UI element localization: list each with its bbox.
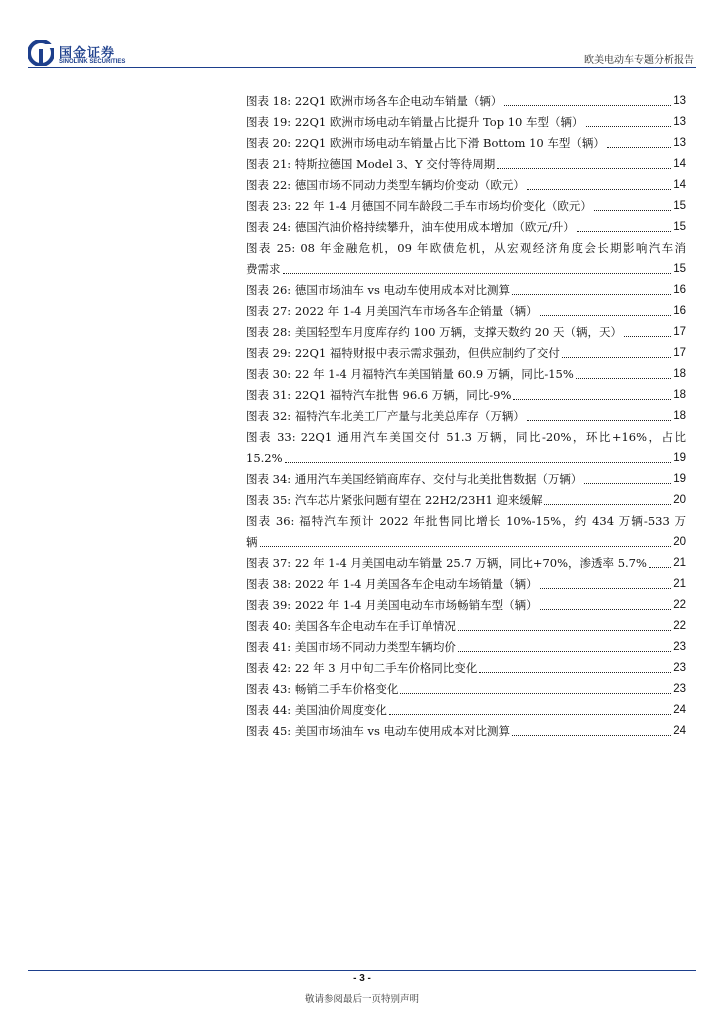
toc-entry[interactable] — [246, 238, 686, 280]
toc-entry[interactable] — [246, 658, 686, 679]
toc-entry[interactable] — [246, 700, 686, 721]
toc-entry-title: 图表 19: 22Q1 欧洲市场电动车销量占比提升 Top 10 车型（辆） — [246, 115, 584, 129]
toc-entry-page: 19 — [673, 473, 686, 485]
header-divider — [28, 67, 696, 68]
toc-entry[interactable] — [246, 343, 686, 364]
toc-entry-page: 24 — [673, 725, 686, 737]
toc-entry-title: 图表 34: 通用汽车美国经销商库存、交付与北美批售数据（万辆） — [246, 472, 583, 486]
toc-entry[interactable] — [246, 469, 686, 490]
toc-entry[interactable] — [246, 364, 686, 385]
toc-entry-page: 16 — [673, 305, 686, 317]
toc-entry-title: 辆 — [246, 535, 258, 549]
page-number: - 3 - — [353, 973, 371, 984]
toc-entry[interactable] — [246, 322, 686, 343]
toc-entry[interactable] — [246, 490, 686, 511]
toc-entry-page: 17 — [673, 347, 686, 359]
toc-dot-leader — [540, 609, 672, 610]
toc-dot-leader — [584, 483, 671, 484]
toc-dot-leader — [479, 672, 671, 673]
toc-dot-leader — [458, 630, 671, 631]
toc-dot-leader — [260, 546, 672, 547]
toc-dot-leader — [504, 105, 671, 106]
toc-dot-leader — [512, 294, 671, 295]
toc-entry[interactable] — [246, 196, 686, 217]
toc-entry-title: 图表 22: 德国市场不同动力类型车辆均价变动（欧元） — [246, 178, 525, 192]
toc-entry-title: 图表 18: 22Q1 欧洲市场各车企电动车销量（辆） — [246, 94, 503, 108]
toc-dot-leader — [586, 126, 672, 127]
toc-dot-leader — [576, 378, 671, 379]
toc-entry-title: 图表 27: 2022 年 1-4 月美国汽车市场各车企销量（辆） — [246, 304, 538, 318]
footer-divider — [28, 970, 696, 971]
toc-dot-leader — [513, 399, 671, 400]
toc-entry[interactable] — [246, 154, 686, 175]
toc-dot-leader — [594, 210, 671, 211]
toc-entry-title: 图表 45: 美国市场油车 vs 电动车使用成本对比测算 — [246, 724, 511, 738]
toc-dot-leader — [497, 168, 671, 169]
toc-entry-page: 13 — [673, 116, 686, 128]
toc-entry[interactable] — [246, 637, 686, 658]
toc-entry-page: 18 — [673, 368, 686, 380]
toc-entry-page: 22 — [673, 599, 686, 611]
toc-entry-title: 图表 39: 2022 年 1-4 月美国电动车市场畅销车型（辆） — [246, 598, 538, 612]
toc-entry-page: 13 — [673, 95, 686, 107]
toc-entry-page: 24 — [673, 704, 686, 716]
toc-entry-page: 20 — [673, 536, 686, 548]
logo-chinese-name: 国金证券 — [59, 46, 116, 61]
toc-entry-title: 图表 29: 22Q1 福特财报中表示需求强劲，但供应制约了交付 — [246, 346, 560, 360]
toc-entry-title: 图表 23: 22 年 1-4 月德国不同车龄段二手车市场均价变化（欧元） — [246, 199, 592, 213]
toc-dot-leader — [400, 693, 671, 694]
toc-entry-page: 15 — [673, 221, 686, 233]
toc-entry[interactable] — [246, 280, 686, 301]
toc-entry[interactable] — [246, 385, 686, 406]
toc-dot-leader — [540, 588, 672, 589]
toc-entry[interactable] — [246, 595, 686, 616]
toc-dot-leader — [458, 651, 671, 652]
toc-entry[interactable] — [246, 112, 686, 133]
report-title: 欧美电动车专题分析报告 — [584, 55, 694, 66]
toc-dot-leader — [512, 735, 671, 736]
sinolink-logo-icon — [28, 40, 54, 66]
toc-dot-leader — [283, 273, 672, 274]
toc-entry-title: 图表 28: 美国轻型车月度库存约 100 万辆，支撑天数约 20 天（辆，天） — [246, 325, 623, 339]
toc-entry[interactable] — [246, 721, 686, 742]
toc-entry[interactable] — [246, 427, 686, 469]
toc-entry-page: 13 — [673, 137, 686, 149]
toc-dot-leader — [527, 189, 671, 190]
toc-dot-leader — [607, 147, 671, 148]
toc-dot-leader — [624, 336, 671, 337]
toc-entry-title: 图表 43: 畅销二手车价格变化 — [246, 682, 399, 696]
toc-entry-title: 15.2% — [246, 451, 283, 465]
toc-entry-title: 图表 21: 特斯拉德国 Model 3、Y 交付等待周期 — [246, 157, 496, 171]
toc-entry-title: 图表 38: 2022 年 1-4 月美国各车企电动车场销量（辆） — [246, 577, 538, 591]
toc-entry-page: 23 — [673, 641, 686, 653]
toc-entry[interactable] — [246, 406, 686, 427]
toc-entry-title: 图表 40: 美国各车企电动车在手订单情况 — [246, 619, 456, 633]
table-of-figures — [246, 91, 686, 742]
toc-entry[interactable] — [246, 616, 686, 637]
toc-entry-title: 图表 35: 汽车芯片紧张问题有望在 22H2/23H1 迎来缓解 — [246, 493, 543, 507]
toc-entry-page: 23 — [673, 683, 686, 695]
toc-dot-leader — [285, 462, 672, 463]
toc-entry[interactable] — [246, 175, 686, 196]
toc-entry-title: 图表 37: 22 年 1-4 月美国电动车销量 25.7 万辆，同比+70%，渗透率 5.7% — [246, 556, 647, 570]
toc-entry-page: 18 — [673, 389, 686, 401]
toc-entry-title-line1: 图表 33: 22Q1 通用汽车美国交付 51.3 万辆，同比-20%，环比+16%，占比 — [246, 430, 686, 444]
toc-entry-title: 图表 32: 福特汽车北美工厂产量与北美总库存（万辆） — [246, 409, 525, 423]
toc-entry[interactable] — [246, 217, 686, 238]
toc-entry-page: 23 — [673, 662, 686, 674]
toc-entry-page: 21 — [673, 578, 686, 590]
toc-entry-title: 图表 31: 22Q1 福特汽车批售 96.6 万辆，同比-9% — [246, 388, 512, 402]
toc-entry-title: 图表 26: 德国市场油车 vs 电动车使用成本对比测算 — [246, 283, 511, 297]
toc-entry-title: 图表 30: 22 年 1-4 月福特汽车美国销量 60.9 万辆，同比-15% — [246, 367, 574, 381]
toc-entry-title-line1: 图表 36: 福特汽车预计 2022 年批售同比增长 10%-15%，约 434 万辆-533 万 — [246, 514, 686, 528]
toc-entry-page: 14 — [673, 179, 686, 191]
toc-entry-page: 17 — [673, 326, 686, 338]
toc-dot-leader — [577, 231, 672, 232]
disclaimer-text: 敬请参阅最后一页特别声明 — [304, 994, 419, 1005]
toc-entry-title: 图表 24: 德国汽油价格持续攀升，油车使用成本增加（欧元/升） — [246, 220, 575, 234]
toc-entry-page: 16 — [673, 284, 686, 296]
toc-dot-leader — [527, 420, 671, 421]
toc-entry[interactable] — [246, 133, 686, 154]
toc-dot-leader — [389, 714, 671, 715]
toc-entry[interactable] — [246, 679, 686, 700]
toc-entry-title: 图表 44: 美国油价周度变化 — [246, 703, 387, 717]
toc-entry-page: 14 — [673, 158, 686, 170]
toc-entry-page: 22 — [673, 620, 686, 632]
toc-entry-title: 费需求 — [246, 262, 281, 276]
toc-entry[interactable] — [246, 574, 686, 595]
toc-dot-leader — [649, 567, 671, 568]
toc-entry-title: 图表 20: 22Q1 欧洲市场电动车销量占比下滑 Bottom 10 车型（辆） — [246, 136, 605, 150]
toc-entry[interactable] — [246, 91, 686, 112]
toc-entry-page: 20 — [673, 494, 686, 506]
toc-entry-page: 21 — [673, 557, 686, 569]
toc-entry[interactable] — [246, 553, 686, 574]
toc-dot-leader — [540, 315, 672, 316]
toc-entry-page: 15 — [673, 263, 686, 275]
company-logo — [28, 40, 138, 70]
toc-entry-page: 19 — [673, 452, 686, 464]
toc-dot-leader — [562, 357, 671, 358]
toc-entry[interactable] — [246, 301, 686, 322]
toc-entry-title-line1: 图表 25: 08 年金融危机，09 年欧债危机，从宏观经济角度会长期影响汽车消 — [246, 241, 686, 255]
logo-english-name: SINOLINK SECURITIES — [59, 59, 126, 65]
toc-dot-leader — [544, 504, 671, 505]
toc-entry[interactable] — [246, 511, 686, 553]
toc-entry-title: 图表 42: 22 年 3 月中旬二手车价格同比变化 — [246, 661, 478, 675]
toc-entry-page: 15 — [673, 200, 686, 212]
toc-entry-page: 18 — [673, 410, 686, 422]
toc-entry-title: 图表 41: 美国市场不同动力类型车辆均价 — [246, 640, 456, 654]
